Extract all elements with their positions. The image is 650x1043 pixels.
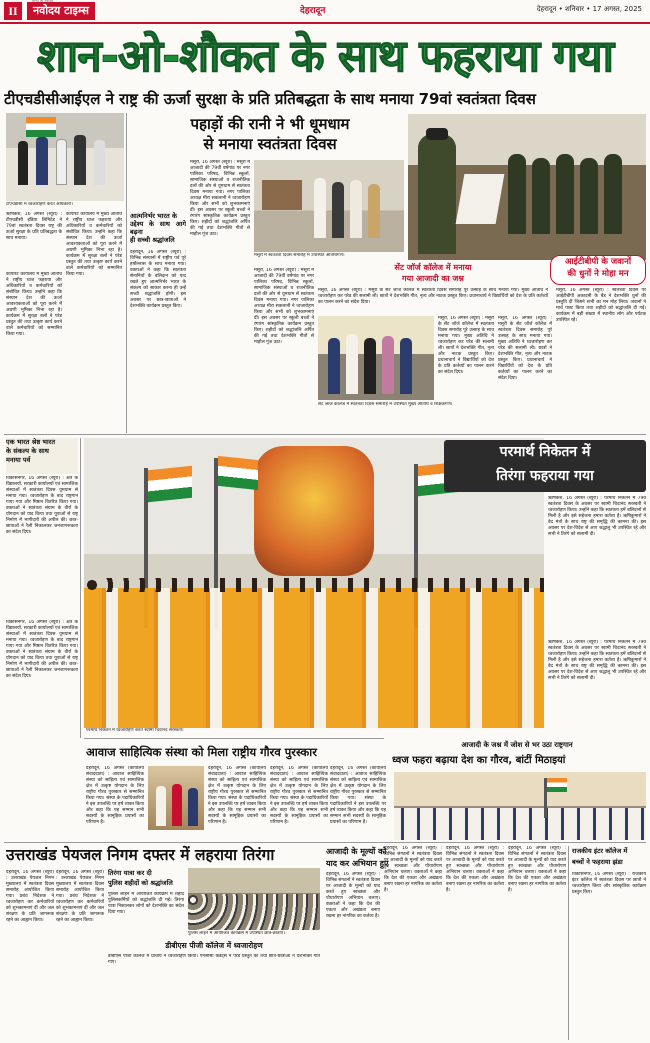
st-george-caption: सेंट जॉर्ज कॉलेज में स्वतंत्रता दिवस समारोह में उपस्थित मुख्य अतिथि व शिक्षकगण। [318,402,453,407]
aatmanirbhar-headline-line2: उद्देश्य के साथ आगे बढ़ना [130,220,186,236]
itbp-headline-line1: आईटीबीपी के जवानों [564,257,632,267]
section-rule-3 [4,842,646,843]
itbp-headline-box [550,255,646,285]
police-photo [188,868,320,930]
school-photo [394,772,646,840]
award-photo [148,766,204,830]
parmarth-headline-line1: परमार्थ निकेतन में [499,444,591,460]
abhiyan-body-col4: देहरादून, 16 अगस्त (ब्यूरो) : विभिन्न संगठनों ने स्वतंत्रता दिवस पर आजादी के मूल्यों को याद करते हुए स्वच्छता और पौधारोपण अभियान चलाए। वक्ताओं ने कहा कि देश की एकता और अखंडता बनाए रखना हर नागरिक का कर्तव्य है। [508,846,566,893]
parmarth-caption: परमार्थ निकेतन में ध्वजारोहण करते स्वामी चिदानंद सरस्वती। [86,728,184,733]
police-headline-line2: पुलिस शहीदों को श्रद्धांजलि [108,879,173,887]
dav-body: विकासनगर, 16 अगस्त (ब्यूरो) : राजकीय इंटर कॉलेज में स्वतंत्रता दिवस पर छात्रों ने ध्वजारोहण किया और सांस्कृतिक कार्यक्रम प्रस्तुत किए। [572,872,646,895]
jal-nigam-headline: उत्तराखंड पेयजल निगम दफ्तर में लहराया तिरंगा [6,846,275,864]
thdc-dateline: ऋषिकेश, 16 अगस्त (ब्यूरो) : टीएचडीसी इंडिया लिमिटेड ने 79वां स्वतंत्रता दिवस राष्ट्र की ऊर्जा सुरक्षा के प्रति प्रतिबद्धता के साथ मनाया। [6,212,62,241]
award-body-col1: देहरादून, 16 अगस्त (कार्यालय संवाददाता) : आवाज साहित्यिक संस्था को साहित्य एवं सामाजिक क्षेत्र में उत्कृष्ट योगदान के लिए राष्ट्रीय गौरव पुरस्कार से सम्मानित किया गया। संस्था के पदाधिकारियों ने इस उपलब्धि पर हर्ष व्यक्त किया और कहा कि यह सम्मान सभी सदस्यों के सामूहिक प्रयासों का परिणाम है। [86,766,144,825]
police-headline-box [108,868,184,890]
dav-headline-box [572,846,646,870]
abhiyan-body-col2: देहरादून, 16 अगस्त (ब्यूरो) : विभिन्न संगठनों ने स्वतंत्रता दिवस पर आजादी के मूल्यों को याद करते हुए स्वच्छता और पौधारोपण अभियान चलाए। वक्ताओं ने कहा कि देश की एकता और अखंडता बनाए रखना हर नागरिक का कर्तव्य है। [384,846,442,893]
section-rule-2 [84,738,384,739]
award-headline: आवाज साहित्यिक संस्था को मिला राष्ट्रीय गौरव पुरस्कार [86,745,317,759]
paper-tagline: हिन्दी का नवोदय [32,0,54,3]
dav-headline-line2: बच्चों ने फहराया झंडा [572,858,623,866]
page-number: II [4,2,22,20]
st-george-headline-line2: गया आजादी का जश्न [402,274,464,283]
st-george-body-col2: मसूरी, 16 अगस्त (ब्यूरो) : मसूरी के सेंट जॉर्ज कॉलेज में स्वतंत्रता दिवस समारोह पूरे उत्साह के साथ मनाया गया। मुख्य अतिथि ने ध्वजारोहण कर परेड की सलामी ली। छात्रों ने देशभक्ति गीत, नृत्य और नाटक प्रस्तुत किए। प्रधानाचार्य ने विद्यार्थियों को देश के प्रति कर्तव्यों का पालन करने का संदेश दिया। [438,316,494,375]
itbp-headline-line2: की धुनों ने मोहा मन [567,269,629,279]
dbs-headline: डीबीएस पीजी कॉलेज में ध्वजारोहण [165,941,263,950]
st-george-headline-line1: सेंट जॉर्ज कॉलेज में मनाया [394,263,472,272]
st-george-photo [318,316,434,400]
main-headline: शान-ओ-शौकत के साथ फहराया गया [36,31,614,82]
police-headline-line1: तिरंगा यात्रा कर दी [108,869,152,877]
amrit-headline-line3: मनाया पर्व [6,456,31,464]
st-george-body: मसूरी, 16 अगस्त (ब्यूरो) : मसूरी के सेंट जॉर्ज कॉलेज में स्वतंत्रता दिवस समारोह पूरे उत्साह के साथ मनाया गया। मुख्य अतिथि ने ध्वजारोहण कर परेड की सलामी ली। छात्रों ने देशभक्ति गीत, नृत्य और नाटक प्रस्तुत किए। प्रधानाचार्य ने विद्यार्थियों को देश के प्रति कर्तव्यों का पालन करने का संदेश दिया। [318,288,548,305]
police-body: पुलिस लाइन में आयोजित कार्यक्रम में शहीद पुलिसकर्मियों को श्रद्धांजलि दी गई। तिरंगा यात्रा निकालकर लोगों को देशभक्ति का संदेश दिया गया। [108,892,184,915]
dbs-body: डीबीएस पीजी कॉलेज में प्राचार्य ने ध्वजारोहण किया। एनसीसी कैडेट्स ने परेड प्रस्तुत की तथा छात्र-छात्राओं ने देशभक्ति गीत गाए। [108,954,320,965]
parmarth-headline-banner [444,440,646,492]
thdc-body: कॉर्पोरेट कार्यालय में मुख्य अतिथि ने राष्ट्रीय ध्वज फहराया और अधिकारियों व कर्मचारियों को संबोधित किया। उन्होंने कहा कि संस्थान देश की ऊर्जा आवश्यकताओं को पूरा करने में अग्रणी भूमिका निभा रहा है। कार्यक्रम में सुरक्षा बलों ने परेड प्रस्तुत की तथा उत्कृष्ट कार्य करने वाले कर्मचारियों को सम्मानित किया गया। [6,272,62,337]
amrit-headline-box [6,438,78,474]
amrit-headline-line1: एक भारत श्रेष्ठ भारत [6,438,56,446]
itbp-body: मसूरी, 16 अगस्त (ब्यूरो) : स्वतंत्रता दिवस पर आईटीबीपी अकादमी के बैंड ने देशभक्ति धुनों की प्रस्तुति दी जिसने सभी का मन मोह लिया। जवानों ने मार्च पास्ट किया तथा शहीदों को श्रद्धांजलि दी गई। कार्यक्रम में बड़ी संख्या में स्थानीय लोग और पर्यटक उपस्थित रहे। [556,288,646,323]
aatmanirbhar-headline-line3: ही सच्ची श्रद्धांजलि [130,236,175,244]
award-body-col3: देहरादून, 16 अगस्त (कार्यालय संवाददाता) : आवाज साहित्यिक संस्था को साहित्य एवं सामाजिक क्षेत्र में उत्कृष्ट योगदान के लिए राष्ट्रीय गौरव पुरस्कार से सम्मानित किया गया। संस्था के पदाधिकारियों ने इस उपलब्धि पर हर्ष व्यक्त किया और कहा कि यह सम्मान सभी सदस्यों के सामूहिक प्रयासों का परिणाम है। [270,766,328,825]
thdc-photo [6,113,124,201]
col-rule-1 [126,113,127,433]
hills-body-col1: मसूरी, 16 अगस्त (ब्यूरो) : मसूरी में आजादी की 79वीं वर्षगांठ पर नगर पालिका परिषद, विभिन्न स्कूलों, सामाजिक संस्थाओं व राजनीतिक दलों की ओर से धूमधाम से स्वतंत्रता दिवस मनाया गया। नगर पालिका अध्यक्ष मीरा सकलानी ने ध्वजारोहण किया और सभी को शुभकामनाएं दीं। इस अवसर पर स्कूली बच्चों ने रंगारंग सांस्कृतिक कार्यक्रम प्रस्तुत किए। शहीदों को श्रद्धांजलि अर्पित की गई तथा देशभक्ति गीतों से माहौल गूंज उठा। [190,160,250,237]
dateline: देहरादून • शनिवार • 17 अगस्त, 2025 [536,5,642,13]
abhiyan-headline-line1: आजादी के मूल्यों को [326,847,387,856]
aatmanirbhar-headline-line1: आत्मनिर्भर भारत के [130,212,178,220]
masthead-rule [0,22,650,24]
dav-headline-line1: राजकीय इंटर कॉलेज में [572,847,628,855]
hills-headline-box [130,114,410,158]
amrit-headline-line2: के संकल्प के साथ [6,447,49,455]
police-caption: पुलिस लाइन में आयोजित कार्यक्रम में उपस्थित छात्र-छात्राएं। [188,931,285,936]
abhiyan-headline-line2: याद कर अभियान हुए [326,859,389,868]
parmarth-body: ऋषिकेश, 16 अगस्त (ब्यूरो) : परमार्थ निकेतन में 79वें स्वतंत्रता दिवस के अवसर पर स्वामी चिदानंद सरस्वती ने ध्वजारोहण किया। उन्होंने कहा कि स्वतंत्रता हमें बलिदानों से मिली है और इसे सहेजना हमारा कर्तव्य है। ऋषिकुमारों ने वेद मंत्रों के साथ राष्ट्र की समृद्धि की कामना की। इस अवसर पर देश-विदेश से आए श्रद्धालु भी उपस्थित रहे और सभी ने तिरंगे को सलामी दी। [548,496,646,537]
hills-body-col2: मसूरी, 16 अगस्त (ब्यूरो) : मसूरी में आजादी की 79वीं वर्षगांठ पर नगर पालिका परिषद, विभिन्न स्कूलों, सामाजिक संस्थाओं व राजनीतिक दलों की ओर से धूमधाम से स्वतंत्रता दिवस मनाया गया। नगर पालिका अध्यक्ष मीरा सकलानी ने ध्वजारोहण किया और सभी को शुभकामनाएं दीं। इस अवसर पर स्कूली बच्चों ने रंगारंग सांस्कृतिक कार्यक्रम प्रस्तुत किए। शहीदों को श्रद्धांजलि अर्पित की गई तथा देशभक्ति गीतों से माहौल गूंज उठा। [254,268,314,345]
parmarth-headline-line2: तिरंगा फहराया गया [496,468,594,484]
st-george-body-col3: मसूरी, 16 अगस्त (ब्यूरो) : मसूरी के सेंट जॉर्ज कॉलेज में स्वतंत्रता दिवस समारोह पूरे उत्साह के साथ मनाया गया। मुख्य अतिथि ने ध्वजारोहण कर परेड की सलामी ली। छात्रों ने देशभक्ति गीत, नृत्य और नाटक प्रस्तुत किए। प्रधानाचार्य ने विद्यार्थियों को देश के प्रति कर्तव्यों का पालन करने का संदेश दिया। [498,316,552,381]
st-george-headline-box [318,262,548,286]
hills-headline-line2: से मनाया स्वतंत्रता दिवस [203,135,337,153]
amrit-body: विकासनगर, 16 अगस्त (ब्यूरो) : क्षेत्र के विद्यालयों, सरकारी कार्यालयों एवं सामाजिक संस्थाओं में स्वतंत्रता दिवस धूमधाम से मनाया गया। ध्वजारोहण के बाद राष्ट्रगान गाया गया और मिष्ठान वितरित किया गया। वक्ताओं ने स्वतंत्रता संग्राम के वीरों के योगदान को याद किया तथा युवाओं से राष्ट्र निर्माण में भागीदारी की अपील की। छात्र-छात्राओं ने रैली निकालकर जनजागरूकता का संदेश दिया। [6,476,78,535]
amrit-body-more: विकासनगर, 16 अगस्त (ब्यूरो) : क्षेत्र के विद्यालयों, सरकारी कार्यालयों एवं सामाजिक संस्थाओं में स्वतंत्रता दिवस धूमधाम से मनाया गया। ध्वजारोहण के बाद राष्ट्रगान गाया गया और मिष्ठान वितरित किया गया। वक्ताओं ने स्वतंत्रता संग्राम के वीरों के योगदान को याद किया तथा युवाओं से राष्ट्र निर्माण में भागीदारी की अपील की। छात्र-छात्राओं ने रैली निकालकर जनजागरूकता का संदेश दिया। [6,620,78,679]
masthead [0,0,650,22]
jal-nigam-body-col2: देहरादून, 16 अगस्त (ब्यूरो) : उत्तराखंड पेयजल निगम मुख्यालय में स्वतंत्रता दिवस समारोह आयोजित किया गया। प्रबंध निदेशक ने ध्वजारोहण कर कर्मचारियों को शुभकामनाएं दीं और जल संरक्षण के प्रति जागरूक रहने का आह्वान किया। [56,870,104,923]
award-body-col2: देहरादून, 16 अगस्त (कार्यालय संवाददाता) : आवाज साहित्यिक संस्था को साहित्य एवं सामाजिक क्षेत्र में उत्कृष्ट योगदान के लिए राष्ट्रीय गौरव पुरस्कार से सम्मानित किया गया। संस्था के पदाधिकारियों ने इस उपलब्धि पर हर्ष व्यक्त किया और कहा कि यह सम्मान सभी सदस्यों के सामूहिक प्रयासों का परिणाम है। [208,766,266,825]
hills-photo [254,160,404,252]
award-body-col4: देहरादून, 16 अगस्त (कार्यालय संवाददाता) : आवाज साहित्यिक संस्था को साहित्य एवं सामाजिक क्षेत्र में उत्कृष्ट योगदान के लिए राष्ट्रीय गौरव पुरस्कार से सम्मानित किया गया। संस्था के पदाधिकारियों ने इस उपलब्धि पर हर्ष व्यक्त किया और कहा कि यह सम्मान सभी सदस्यों के सामूहिक प्रयासों का परिणाम है। [330,766,386,825]
col-rule-2 [80,438,81,738]
thdc-caption: टीएचडीसी में ध्वजारोहण करते अधिकारी। [6,202,73,207]
hills-caption: मसूरी में स्वतंत्रता दिवस समारोह में उपस्थित अतिथिगण। [254,253,345,258]
section-rule-1 [4,434,646,435]
abhiyan-body: देहरादून, 16 अगस्त (ब्यूरो) : विभिन्न संगठनों ने स्वतंत्रता दिवस पर आजादी के मूल्यों को याद करते हुए स्वच्छता और पौधारोपण अभियान चलाए। वक्ताओं ने कहा कि देश की एकता और अखंडता बनाए रखना हर नागरिक का कर्तव्य है। [326,872,380,919]
parmarth-body-more: ऋषिकेश, 16 अगस्त (ब्यूरो) : परमार्थ निकेतन में 79वें स्वतंत्रता दिवस के अवसर पर स्वामी चिदानंद सरस्वती ने ध्वजारोहण किया। उन्होंने कहा कि स्वतंत्रता हमें बलिदानों से मिली है और इसे सहेजना हमारा कर्तव्य है। ऋषिकुमारों ने वेद मंत्रों के साथ राष्ट्र की समृद्धि की कामना की। इस अवसर पर देश-विदेश से आए श्रद्धालु भी उपस्थित रहे और सभी ने तिरंगे को सलामी दी। [548,640,646,681]
hills-headline-line1: पहाड़ों की रानी ने भी धूमधाम [190,115,350,133]
section-name: देहरादून [300,6,326,16]
paper-name: नवोदय टाइम्स [27,2,95,20]
thdc-body-col2: कॉर्पोरेट कार्यालय में मुख्य अतिथि ने राष्ट्रीय ध्वज फहराया और अधिकारियों व कर्मचारियों को संबोधित किया। उन्होंने कहा कि संस्थान देश की ऊर्जा आवश्यकताओं को पूरा करने में अग्रणी भूमिका निभा रहा है। कार्यक्रम में सुरक्षा बलों ने परेड प्रस्तुत की तथा उत्कृष्ट कार्य करने वाले कर्मचारियों को सम्मानित किया गया। [66,212,122,277]
jal-nigam-body: देहरादून, 16 अगस्त (ब्यूरो) : उत्तराखंड पेयजल निगम मुख्यालय में स्वतंत्रता दिवस समारोह आयोजित किया गया। प्रबंध निदेशक ने ध्वजारोहण कर कर्मचारियों को शुभकामनाएं दीं और जल संरक्षण के प्रति जागरूक रहने का आह्वान किया। [6,870,54,923]
col-rule-3 [568,846,569,1040]
school-kicker: आजादी के जश्न में जोश से भर उठा राष्ट्रगान [461,741,573,749]
aatmanirbhar-body: देहरादून, 16 अगस्त (ब्यूरो) : विभिन्न संस्थानों में राष्ट्रीय पर्व पूरे हर्षोल्लास के साथ मनाया गया। वक्ताओं ने कहा कि स्वतंत्रता सेनानियों के बलिदान को याद रखते हुए आत्मनिर्भर भारत के संकल्प को साकार करना ही उन्हें सच्ची श्रद्धांजलि होगी। इस अवसर पर छात्र-छात्राओं ने देशभक्ति कार्यक्रम प्रस्तुत किए। [130,250,186,309]
school-headline: ध्वज फहरा बढ़ाया देश का गौरव, बांटीं मिठाइयां [392,755,566,766]
sub-headline: टीएचडीसीआईएल ने राष्ट्र की ऊर्जा सुरक्षा के प्रति प्रतिबद्धता के साथ मनाया 79वां स्वतंत्रता दिवस [4,90,536,108]
aatmanirbhar-headline [130,212,186,252]
itbp-photo [408,114,646,260]
abhiyan-body-col3: देहरादून, 16 अगस्त (ब्यूरो) : विभिन्न संगठनों ने स्वतंत्रता दिवस पर आजादी के मूल्यों को याद करते हुए स्वच्छता और पौधारोपण अभियान चलाए। वक्ताओं ने कहा कि देश की एकता और अखंडता बनाए रखना हर नागरिक का कर्तव्य है। [446,846,504,893]
